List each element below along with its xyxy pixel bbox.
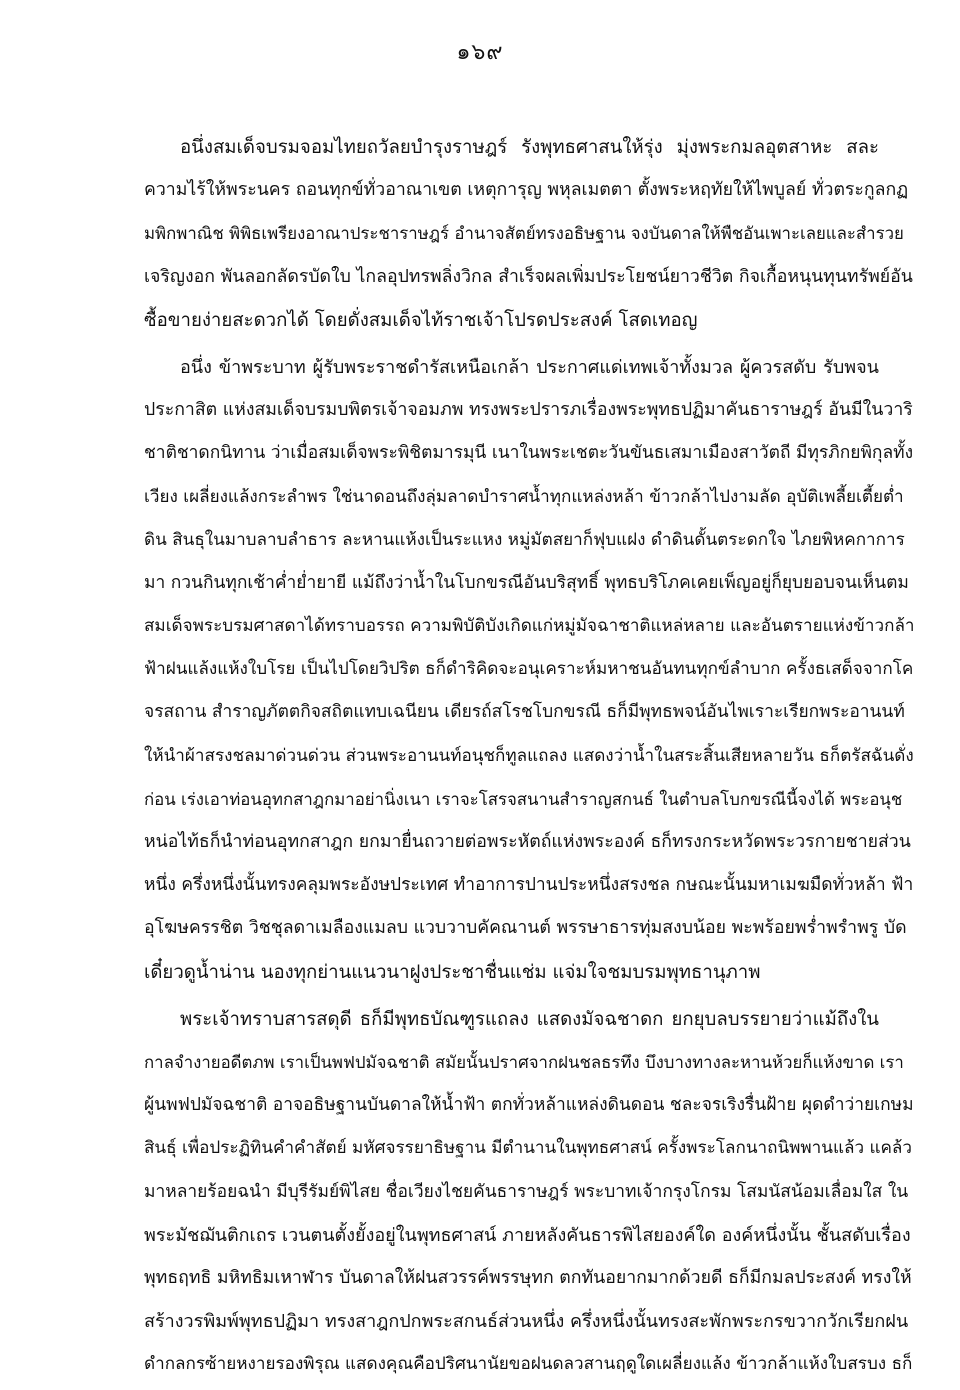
text-line: ชาติชาดกนิทาน ว่าเมื่อสมเด็จพระพิชิตมารมุนี เนาในพระเชตะวันขันธเสมาเมืองสาวัตถี มีทุรภิกยพิกุลทั้ง [144, 443, 914, 464]
text-line: สร้างวรพิมพ์พุทธปฏิมา ทรงสาฎกปกพระสกนธ์ส่วนหนึ่ง ครึ่งหนึ่งนั้นทรงสะพักพระกรขวากวักเรียกฝน [144, 1311, 909, 1333]
text-line: ฟ้าฝนแล้งแห้งใบโรย เป็นไปโดยวิปริต ธก็ดำริคิดจะอนุเคราะห์มหาชนอันทนทุกข์ลำบาก ครั้งธเสด็จจากโค [144, 659, 914, 680]
text-line: มพิกพาณิช พิพิธเพรียงอาณาประชาราษฎร์ อำนาจสัตย์ทรงอธิษฐาน จงบันดาลให้พืชอันเพาะเลยและสำรวย [144, 223, 904, 244]
paragraph [144, 126, 913, 342]
text-line: เดี๋ยวดูน้ำน่าน นองทุกย่านแนวนาฝูงประชาชื่นแช่ม แจ่มใจชมบรมพุทธานุภาพ [144, 961, 761, 983]
text-line: จรสถาน สำราญภัตตกิจสถิตแทบเฉนียน เดียรถ์สโรชโบกขรณี ธก็มีพุทธพจน์อันไพเราะเรียกพระอานนท์ [144, 702, 905, 723]
text-line: อุโฆษครรชิต วิชชุลดาเมลืองแมลบ แวบวาบคัคณานต์ พรรษาธารทุ่มสงบน้อย พะพร้อยพร่ำพรำพรู บัด [144, 918, 907, 939]
page-number: ๑๖๙ [456, 40, 504, 65]
text-line: ประกาสิต แห่งสมเด็จบรมบพิตรเจ้าจอมภพ ทรงพระปรารภเรื่องพระพุทธปฏิมาคันธาราษฎร์ อันมีในวาริ [144, 400, 913, 421]
text-line: หน่อไท้ธก็นำท่อนอุทกสาฎก ยกมายื่นถวายต่อพระหัตถ์แห่งพระองค์ ธก็ทรงกระหวัดพระวรกายชายส่วน [144, 832, 911, 852]
text-line: เจริญงอก พันลอกลัดรบัดใบ ไกลอุปทรพลิ่งวิกล สำเร็จผลเพิ่มประโยชน์ยาวชีวิต กิจเกื้อหนุนทุนทรัพย์อัน [144, 266, 913, 287]
text-line: ให้นำผ้าสรงชลมาด่วนด่วน ส่วนพระอานนท์อนุชก็ทูลแถลง แสดงว่าน้ำในสระสิ้นเสียหลายวัน ธก็ตรัสฉันดั่ง [144, 745, 914, 766]
text-line: ก่อน เร่งเอาท่อนอุทกสาฎกมาอย่านิ่งเนา เราจะโสรจสนานสำราญสกนธ์ ในตำบลโบกขรณีนี้จงได้ พระอนุช [144, 788, 903, 809]
paragraph [144, 998, 914, 1387]
text-line: ผู้นพฟปมัจฉชาติ อาจอธิษฐานบันดาลให้น้ำฟ้า ตกทั่วหล้าแหล่งดินดอน ชละจรเริงรื่นฝ้าย ผุดดำว่ายเกษม [144, 1095, 914, 1116]
text-line: สมเด็จพระบรมศาสดาได้ทราบอรรถ ความพิบัติบังเกิดแก่หมู่มัจฉาชาติแหล่หลาย และอันตรายแห่งข้าวกล้า [144, 616, 915, 637]
text-line: อนึ่งสมเด็จบรมจอมไทยถวัลยบำรุงราษฎร์ รังพุทธศาสนให้รุ่ง มุ่งพระกมลอุตสาหะ สละ [180, 137, 879, 158]
text-line: มา กวนกินทุกเช้าค่ำย่ำยายี แม้ถึงว่าน้ำในโบกขรณีอันบริสุทธิ์ พุทธบริโภคเคยเพ็ญอยู่ก็ยุบยอบจนเห็นตม [144, 572, 909, 593]
text-line: ซื้อขายง่ายสะดวกได้ โดยดั่งสมเด็จไท้ราชเจ้าโปรดประสงค์ โสดเทอญ [144, 309, 698, 331]
text-line: สินธุ์ เพื่อประฏิทินคำคำสัตย์ มหัศจรรยาธิษฐาน มีตำนานในพุทธศาสน์ ครั้งพระโลกนาถนิพพานแล้ว แคล้ว [144, 1138, 913, 1159]
body-text [144, 126, 915, 1390]
paragraph [144, 346, 915, 994]
text-line: พระเจ้าทราบสารสดุดี ธก็มีพุทธบัณฑูรแถลง แสดงมัจฉชาดก ยกยุบลบรรยายว่าแม้ถึงใน [180, 1008, 879, 1030]
text-line: เวียง เผลี่ยงแล้งกระลำพร ใช่นาดอนถึงลุ่มลาดบำราศน้ำทุกแหล่งหล้า ข้าวกล้าไปงามลัด อุบัติเพลี้ยเตี้ยต่ำ [144, 486, 904, 507]
text-line: ความไร้ให้พระนคร ถอนทุกข์ทั่วอาณาเขต เหตุการุญ พหุลเมตตา ตั้งพระหฤทัยให้ไพบูลย์ ทั่วตระกูลกฏ [144, 180, 909, 201]
text-line: พระมัชฌันติกเถร เวนตนตั้งยั้งอยู่ในพุทธศาสน์ ภายหลังคันธารพิไสยองค์ใด องค์หนึ่งนั้น ชั้นสดับเรื่อง [144, 1224, 911, 1246]
text-line: กาลจำงายอดีตภพ เราเป็นพฟปมัจฉชาติ สมัยนั้นปราศจากฝนชลธรทึง บึงบางทางละหานห้วยก็แห้งขาด เรา [144, 1051, 904, 1072]
text-line: พุทธฤทธิ มหิทธิมเหาฬาร บันดาลให้ฝนสวรรค์พรรษุทก ตกทันอยากมากด้วยดี ธก็มีกมลประสงค์ ทรงให้ [144, 1267, 912, 1288]
text-line: อนึ่ง ข้าพระบาท ผู้รับพระราชดำรัสเหนือเกล้า ประกาศแด่เทพเจ้าทั้งมวล ผู้ควรสดับ รับพจน [180, 356, 879, 378]
text-line: ดำกลกรซ้ายหงายรองพิรุณ แสดงคุณคือปริศนานัยขอฝนดลวสานฤดูใดเผลี่ยงแล้ง ข้าวกล้าแห้งใบสรบง ธก็ [144, 1354, 913, 1375]
text-line: มาหลายร้อยฉนำ มีบุรีรัมย์พิไสย ชื่อเวียงไชยคันธาราษฎร์ พระบาทเจ้ากรุงโกรม โสมนัสน้อมเลื่อมใส ใน [144, 1181, 909, 1202]
text-line: ดิน สินธุในมาบลาบลำธาร ละหานแห้งเป็นระแหง หมู่มัตสยาก็ฟุบแฝง ดำดินดั้นตระดกใจ ไภยพิหคกาการ [144, 529, 905, 550]
text-line: หนึ่ง ครึ่งหนึ่งนั้นทรงคลุมพระอังษประเทศ ทำอาการปานประหนึ่งสรงชล กษณะนั้นมหาเมฆมืดทั่วหล้า ฟ้า [144, 875, 914, 896]
